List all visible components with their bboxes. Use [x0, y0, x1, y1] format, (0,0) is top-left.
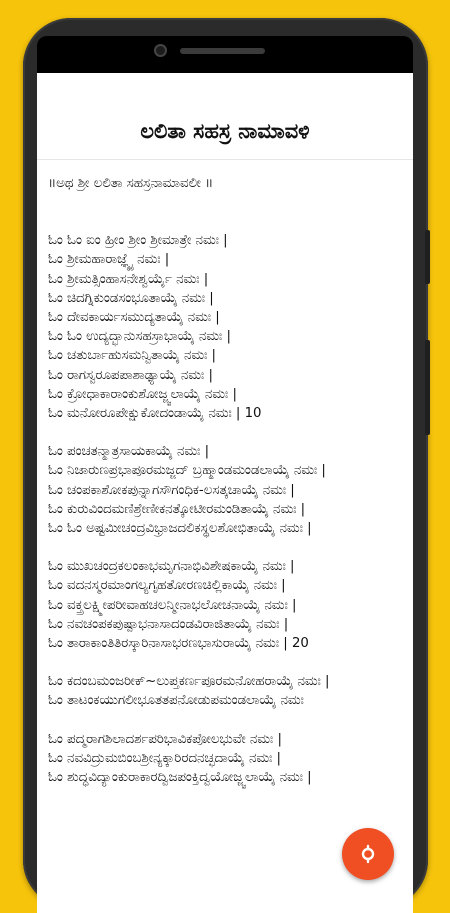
text-line: ಓಂ ಶ್ರೀಮಹಾರಾಜ್ಞ್ಯೈ ನಮಃ | [48, 252, 170, 268]
text-line: ಓಂ ಓಂ ಐಂ ಹ್ರೀಂ ಶ್ರೀಂ ಶ್ರೀಮಾತ್ರೇ ನಮಃ | [48, 233, 228, 249]
text-line: ಓಂ ತಾರಾಕಾಂತಿತಿರಸ್ಕಾರಿನಾಸಾಭರಣಭಾಸುರಾಯೈ ನಮಃ | 20 [48, 636, 309, 652]
share-fab-button[interactable] [342, 828, 394, 880]
share-icon [356, 842, 380, 866]
text-line: ಓಂ ಶ್ರೀಮತ್ಸಿಂಹಾಸನೇಶ್ವರ್ಯೈ ನಮಃ | [48, 271, 209, 287]
page-title: ಲಲಿತಾ ಸಹಸ್ರ ನಾಮಾವಳಿ [140, 119, 310, 143]
text-line: ಓಂ ಕದಂಬಮಂಜರೀಕ್~ಲುಪ್ತಕರ್ಣಪೂರಮನೋಹರಾಯೈ ನಮಃ | [48, 674, 330, 690]
phone-bezel-top [37, 36, 413, 73]
text-line: ಓಂ ರಾಗಸ್ವರೂಪಪಾಶಾಢ್ಯಾಯೈ ನಮಃ | [48, 367, 213, 383]
text-line: ಓಂ ಓಂ ಉದ್ಯದ್ಭಾನುಸಹಸ್ರಾಭಾಯೈ ನಮಃ | [48, 329, 231, 345]
text-line: ಓಂ ಕುರುವಿಂದಮಣಿಶ್ರೇಣೀಕನತ್ಕೋಟೀರಮಂಡಿತಾಯೈ ನಮಃ | [48, 501, 306, 517]
text-line: ಓಂ ಮುಖಚಂದ್ರಕಲಂಕಾಭಮೃಗನಾಭಿವಿಶೇಷಕಾಯೈ ನಮಃ | [48, 559, 295, 575]
speaker-grille [180, 48, 265, 54]
text-line: ಓಂ ಚಂಪಕಾಶೋಕಪುನ್ನಾಗಸೌಗಂಧಿಕ-ಲಸತ್ಕಚಾಯೈ ನಮಃ | [48, 482, 295, 498]
text-line: ಓಂ ನವವಿದ್ರುಮಬಿಂಬಶ್ರೀನ್ಯಕ್ಕಾರಿರದನಚ್ಛದಾಯೈ ನಮಃ | [48, 750, 282, 766]
section-1 [48, 231, 405, 423]
section-2 [48, 442, 405, 653]
text-line: ಓಂ ದೇವಕಾರ್ಯಸಮುದ್ಯತಾಯೈ ನಮಃ | [48, 310, 220, 326]
text-line: ಓಂ ಪದ್ಮರಾಗಶಿಲಾದರ್ಶಪರಿಭಾವಿಕಪೋಲಭುವೇ ನಮಃ | [48, 731, 282, 747]
text-line: ಓಂ ತಾಟಂಕಯುಗಲೀಭೂತತಪನೋಡುಪಮಂಡಲಾಯೈ ನಮಃ [48, 693, 304, 709]
front-camera [154, 44, 167, 57]
text-line: ಓಂ ಮನೋರೂಪೇಕ್ಷುಕೋದಂಡಾಯೈ ನಮಃ | 10 [48, 406, 262, 422]
text-line: ಓಂ ಕ್ರೋಧಾಕಾರಾಂಕುಶೋಜ್ಜ್ವಲಾಯೈ ನಮಃ | [48, 386, 237, 402]
text-line: ಓಂ ನವಚಂಪಕಪುಷ್ಪಾಭನಾಸಾದಂಡವಿರಾಜಿತಾಯೈ ನಮಃ | [48, 616, 289, 632]
text-line: ಓಂ ಓಂ ಅಷ್ಟಮೀಚಂದ್ರವಿಭ್ರಾಜದಲಿಕಸ್ಥಲಶೋಭಿತಾಯೈ ನಮಃ | [48, 521, 312, 537]
volume-button [425, 230, 430, 284]
text-line: ಓಂ ನಿಜಾರುಣಪ್ರಭಾಪೂರಮಜ್ಜದ್ ಬ್ರಹ್ಮಾಂಡಮಂಡಲಾಯೈ ನಮಃ | [48, 463, 326, 479]
text-line: ಓಂ ಚಿದಗ್ನಿಕುಂಡಸಂಭೂತಾಯೈ ನಮಃ | [48, 290, 214, 306]
text-line: ಓಂ ವಕ್ತ್ರಲಕ್ಷ್ಮೀಪರೀವಾಹಚಲನ್ಮೀನಾಭಲೋಚನಾಯೈ ನಮಃ | [48, 597, 297, 613]
text-line: ಓಂ ಚತುರ್ಬಾಹುಸಮನ್ವಿತಾಯೈ ನಮಃ | [48, 348, 217, 364]
section-3 [48, 672, 405, 787]
text-line: ಓಂ ಶುದ್ಧವಿದ್ಯಾಂಕುರಾಕಾರದ್ವಿಜಪಂಕ್ತಿದ್ವಯೋಜ್ಜ್ವಲಾಯೈ ನಮಃ | [48, 770, 312, 786]
text-content[interactable] [37, 160, 413, 787]
app-screen [37, 73, 413, 913]
power-button [425, 340, 430, 435]
text-line: ಓಂ ವದನಸ್ಮರಮಾಂಗಲ್ಯಗೃಹತೋರಣಚಿಲ್ಲಿಕಾಯೈ ನಮಃ | [48, 578, 286, 594]
text-line: ಓಂ ಪಂಚತನ್ಮಾತ್ರಸಾಯಕಾಯೈ ನಮಃ | [48, 444, 210, 460]
text-heading: ॥ಅಥ ಶ್ರೀ ಲಲಿತಾ ಸಹಸ್ರನಾಮಾವಲೀ ॥ [48, 176, 214, 191]
